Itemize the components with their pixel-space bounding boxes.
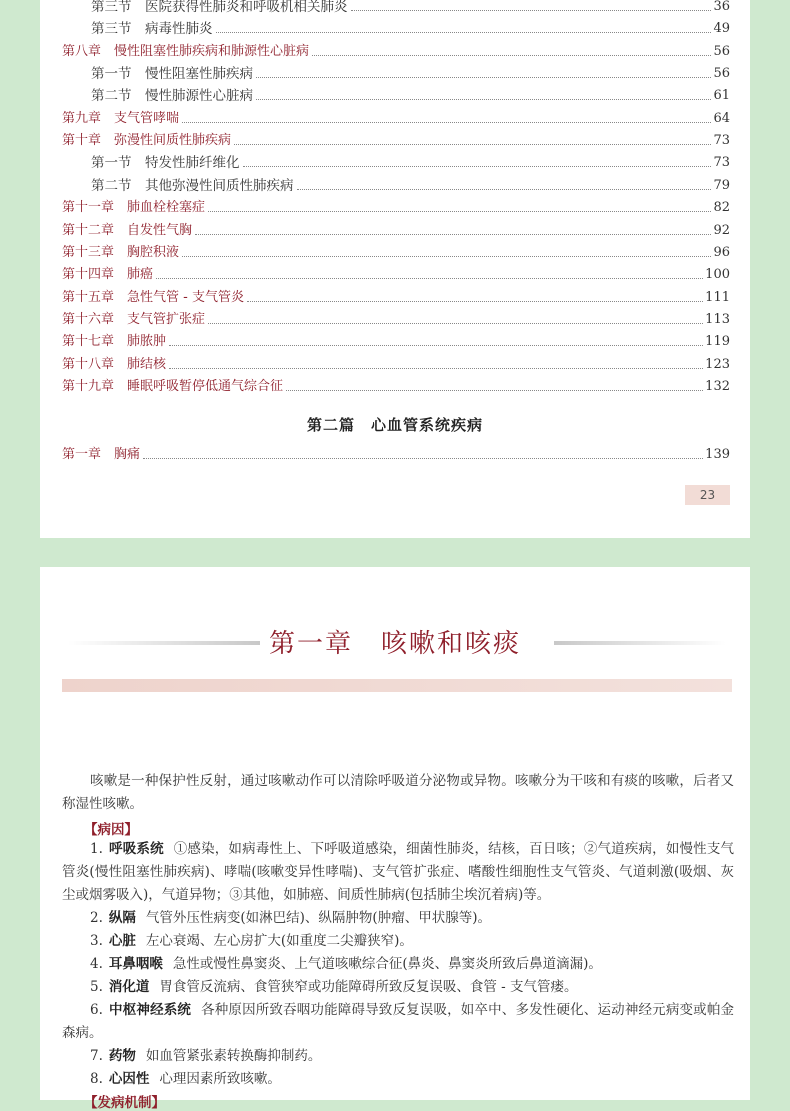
toc-dot-leader [169, 345, 703, 346]
toc-entry-title: 第九章 支气管哮喘 [62, 110, 180, 126]
cause-item-number: 4. [90, 956, 103, 972]
cause-heading: 【病因】 [84, 822, 138, 838]
cause-item [62, 930, 734, 953]
toc-chapter-row [62, 242, 730, 262]
toc-page-number: 56 [713, 43, 730, 59]
toc-dot-leader [208, 323, 703, 324]
cause-item [62, 953, 734, 976]
toc-page-number: 123 [705, 356, 730, 372]
cause-item [62, 999, 734, 1045]
cause-item-text: 各种原因所致吞咽功能障碍导致反复误吸，如卒中、多发性硬化、运动神经元病变或帕金森病。 [62, 1002, 735, 1041]
chapter-title-band [62, 679, 732, 692]
cause-item [62, 1068, 734, 1091]
page-number-badge: 23 [685, 485, 730, 505]
toc-chapter-row [62, 197, 730, 217]
toc-entry-title: 第一节 特发性肺纤维化 [91, 155, 240, 172]
toc-entry-title: 第十一章 肺血栓栓塞症 [62, 200, 206, 216]
cause-item-number: 2. [90, 910, 103, 926]
cause-item-label: 纵隔 [108, 910, 136, 926]
cause-item-label: 心因性 [108, 1071, 150, 1087]
toc-entry-title: 第一节 慢性阻塞性肺疾病 [91, 66, 253, 83]
toc-entry-title: 第十四章 肺癌 [62, 267, 154, 283]
toc-section-row [62, 63, 730, 83]
toc-chapter-row [62, 287, 730, 307]
toc-entry-title: 第十五章 急性气管 - 支气管炎 [62, 289, 244, 305]
toc-page-number: 36 [713, 0, 730, 14]
title-rule-right [554, 641, 726, 645]
toc-dot-leader [182, 256, 711, 257]
cause-item-number: 1. [90, 841, 103, 857]
toc-dot-leader [182, 122, 711, 123]
cause-item [62, 907, 734, 930]
toc-chapter-row [62, 41, 730, 61]
toc-section-row [62, 18, 730, 38]
cause-item-text: 心理因素所致咳嗽。 [159, 1071, 281, 1087]
toc-page-number: 92 [713, 222, 730, 238]
toc-page-number: 49 [713, 21, 730, 37]
chapter-page [40, 567, 750, 1111]
toc-dot-leader [351, 10, 712, 11]
cause-item-number: 3. [90, 933, 103, 949]
toc-page-number: 56 [713, 66, 730, 82]
toc-page-number: 132 [705, 378, 730, 394]
intro-paragraph: 咳嗽是一种保护性反射，通过咳嗽动作可以清除呼吸道分泌物或异物。咳嗽分为干咳和有痰的咳嗽，后者又称湿性咳嗽。 [62, 773, 734, 812]
cause-item-label: 消化道 [108, 979, 150, 995]
cause-item-number: 5. [90, 979, 103, 995]
toc-dot-leader [169, 368, 703, 369]
toc-dot-leader [216, 32, 712, 33]
cause-item-number: 7. [90, 1048, 103, 1064]
cause-item-number: 8. [90, 1071, 103, 1087]
cause-item-text: 急性或慢性鼻窦炎、上气道咳嗽综合征(鼻炎、鼻窦炎所致后鼻道滴漏)。 [172, 956, 602, 972]
cause-item-text: 气管外压性病变(如淋巴结)、纵隔肿物(肿瘤、甲状腺等)。 [145, 910, 491, 926]
cause-item-text: 如血管紧张素转换酶抑制药。 [145, 1048, 322, 1064]
toc-page-number: 79 [713, 177, 730, 193]
mechanism-heading: 【发病机制】 [84, 1095, 165, 1111]
toc-dot-leader [243, 166, 712, 167]
toc-page-number: 100 [705, 267, 730, 283]
toc-page-number: 73 [713, 155, 730, 171]
toc-section-row [62, 175, 730, 195]
toc-entry-title: 第十八章 肺结核 [62, 356, 167, 372]
cause-item [62, 1045, 734, 1068]
toc-entry-title: 第十三章 胸腔积液 [62, 244, 180, 260]
toc-entry-title: 第二节 慢性肺源性心脏病 [91, 88, 253, 105]
toc-chapter-row [62, 444, 730, 464]
toc-page [40, 0, 750, 538]
toc-entry-title: 第十七章 肺脓肿 [62, 334, 167, 350]
toc-page-number: 64 [713, 110, 730, 126]
toc-page-number: 119 [705, 334, 730, 350]
toc-section-row [62, 85, 730, 105]
toc-page-number: 113 [705, 311, 730, 327]
cause-item-number: 6. [90, 1002, 103, 1018]
toc-chapter-row [62, 331, 730, 351]
toc-chapter-row [62, 264, 730, 284]
toc-chapter-row [62, 130, 730, 150]
toc-dot-leader [156, 278, 703, 279]
cause-item [62, 976, 734, 999]
toc-entry-title: 第二节 其他弥漫性间质性肺疾病 [91, 177, 294, 194]
toc-chapter-row [62, 376, 730, 396]
toc-entry-title: 第一章 胸痛 [62, 447, 141, 462]
toc-dot-leader [195, 234, 711, 235]
cause-item-text: 胃食管反流病、食管狭窄或功能障碍所致反复误吸、食管 - 支气管瘘。 [159, 979, 578, 995]
toc-page-number: 61 [713, 88, 730, 104]
toc-entry-title: 第三节 医院获得性肺炎和呼吸机相关肺炎 [91, 0, 348, 15]
toc-dot-leader [208, 211, 711, 212]
toc-dot-leader [256, 77, 711, 78]
toc-entry-title: 第十六章 支气管扩张症 [62, 311, 206, 327]
toc-dot-leader [143, 458, 703, 459]
cause-item-text: ①感染，如病毒性上、下呼吸道感染，细菌性肺炎，结核，百日咳；②气道疾病，如慢性支气管炎(慢性阻塞性肺疾病)、哮喘(咳嗽变异性哮喘)、支气管扩张症、嗜酸性细胞性支气管炎、气道刺激(吸烟、灰尘或烟雾吸入)，气道异物；③其他，如肺癌、间质性肺病(包括肺尘埃沉着病)等。 [62, 841, 735, 903]
toc-dot-leader [297, 189, 712, 190]
toc-page-number: 73 [713, 133, 730, 149]
toc-section-row [62, 152, 730, 172]
part-heading: 第二篇 心血管系统疾病 [306, 416, 483, 434]
cause-item-label: 呼吸系统 [108, 841, 164, 857]
cause-item [62, 838, 734, 907]
toc-chapter-row [62, 354, 730, 374]
toc-page-number: 96 [713, 244, 730, 260]
toc-entry-title: 第十九章 睡眠呼吸暂停低通气综合征 [62, 378, 284, 394]
toc-chapter-row [62, 309, 730, 329]
toc-entry-title: 第三节 病毒性肺炎 [91, 21, 213, 38]
toc-chapter-row [62, 108, 730, 128]
cause-item-label: 中枢神经系统 [108, 1002, 192, 1018]
toc-chapter-row [62, 220, 730, 240]
toc-section-row [62, 0, 730, 16]
cause-item-label: 耳鼻咽喉 [108, 956, 163, 972]
toc-dot-leader [256, 99, 711, 100]
toc-entry-title: 第十章 弥漫性间质性肺疾病 [62, 133, 232, 149]
toc-entry-title: 第十二章 自发性气胸 [62, 222, 193, 238]
toc-dot-leader [247, 301, 703, 302]
cause-item-label: 药物 [108, 1048, 136, 1064]
toc-dot-leader [286, 390, 703, 391]
cause-item-label: 心脏 [108, 933, 136, 949]
toc-page-number: 82 [713, 200, 730, 216]
toc-page-number: 111 [705, 289, 730, 305]
toc-dot-leader [312, 55, 711, 56]
toc-dot-leader [234, 144, 711, 145]
toc-entry-title: 第八章 慢性阻塞性肺疾病和肺源性心脏病 [62, 43, 310, 59]
toc-page-number: 139 [705, 447, 730, 462]
cause-item-text: 左心衰竭、左心房扩大(如重度二尖瓣狭窄)。 [145, 933, 413, 949]
chapter-title: 第一章 咳嗽和咳痰 [268, 629, 521, 659]
